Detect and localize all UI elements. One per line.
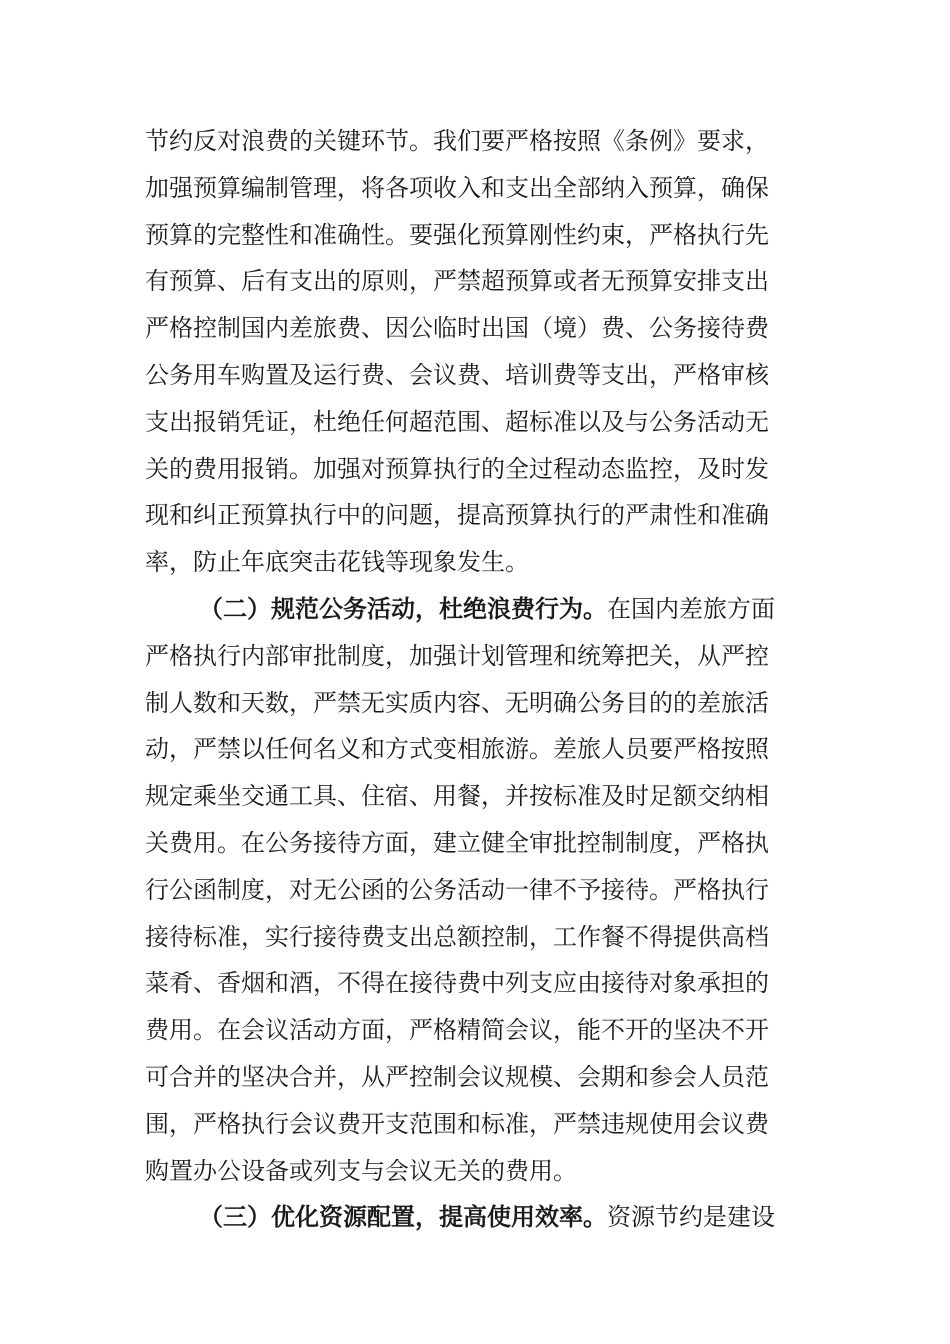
text-line: 制人数和天数，严禁无实质内容、无明确公务目的的差旅活 [145,688,769,717]
text-line: 有预算、后有支出的原则，严禁超预算或者无预算安排支出 [145,267,769,296]
paragraph-official-activities [145,586,810,1194]
paragraph-resource-allocation [145,1194,810,1241]
body-text [145,118,810,1241]
text-line: 预算的完整性和准确性。要强化预算刚性约束，严格执行先 [145,220,769,249]
text-line: 行公函制度，对无公函的公务活动一律不予接待。严格执行 [145,875,769,904]
text-run: 资源节约是建设 [607,1203,775,1232]
text-line: 节约反对浪费的关键环节。我们要严格按照《条例》要求， [145,127,769,155]
text-line: 公务用车购置及运行费、会议费、培训费等支出，严格审核 [145,360,769,389]
paragraph-budget-management [145,118,810,586]
text-line: 现和纠正预算执行中的问题，提高预算执行的严肃性和准确 [145,501,769,530]
text-line: 加强预算编制管理，将各项收入和支出全部纳入预算，确保 [145,173,769,202]
text-line-first [145,586,810,633]
section-heading-3: （三）优化资源配置，提高使用效率。 [199,1202,607,1232]
text-line: 购置办公设备或列支与会议无关的费用。 [145,1156,577,1185]
text-line: 费用。在会议活动方面，严格精简会议，能不开的坚决不开 [145,1016,769,1045]
text-line: 关的费用报销。加强对预算执行的全过程动态监控，及时发 [145,454,769,483]
text-line: 严格控制国内差旅费、因公临时出国（境）费、公务接待费 [145,314,769,343]
text-line: 围，严格执行会议费开支范围和标准，严禁违规使用会议费 [145,1109,769,1138]
text-line: 关费用。在公务接待方面，建立健全审批控制制度，严格执 [145,828,769,857]
text-line: 接待标准，实行接待费支出总额控制，工作餐不得提供高档 [145,922,769,951]
text-line: 严格执行内部审批制度，加强计划管理和统筹把关，从严控 [145,641,769,670]
text-line: 率，防止年底突击花钱等现象发生。 [145,548,529,577]
text-run: 在国内差旅方面 [607,594,775,623]
text-line: 规定乘坐交通工具、住宿、用餐，并按标准及时足额交纳相 [145,782,769,811]
section-heading-2: （二）规范公务活动，杜绝浪费行为。 [199,593,607,623]
text-line-first [145,1194,810,1241]
text-line: 可合并的坚决合并，从严控制会议规模、会期和参会人员范 [145,1062,769,1091]
text-line: 动，严禁以任何名义和方式变相旅游。差旅人员要严格按照 [145,735,769,764]
text-line: 菜肴、香烟和酒，不得在接待费中列支应由接待对象承担的 [145,969,769,998]
text-line: 支出报销凭证，杜绝任何超范围、超标准以及与公务活动无 [145,407,769,436]
